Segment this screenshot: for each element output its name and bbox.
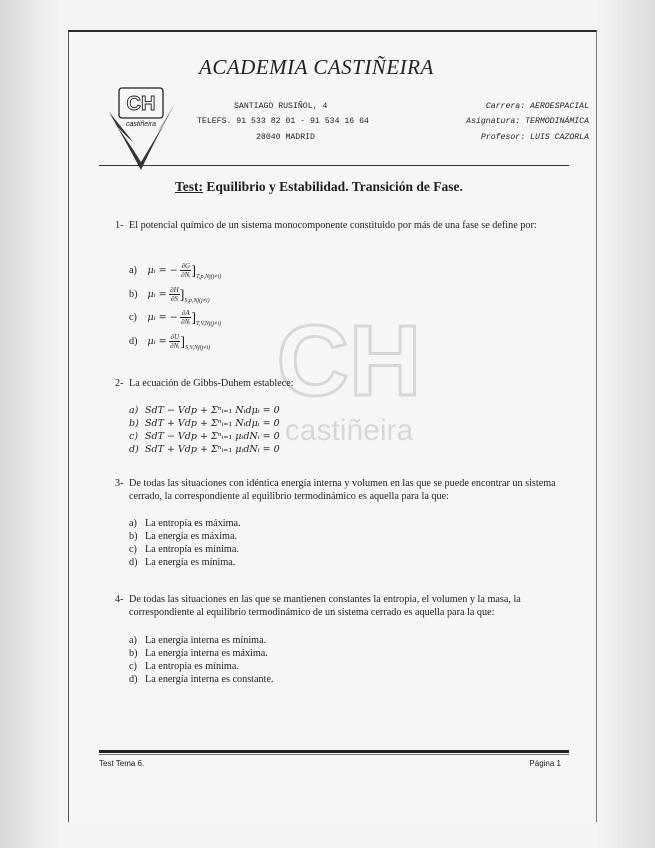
- question-1: [115, 220, 563, 233]
- option-fraction: $\frac{\partial U}{\text{∂Nᵢ}}$: [170, 333, 180, 350]
- q3-option-b: [129, 531, 237, 542]
- test-title: [175, 179, 463, 195]
- question-number: 2-: [115, 378, 124, 389]
- professor-label: Profesor: LUIS CAZORLA: [480, 133, 589, 142]
- option-letter: a): [129, 518, 137, 529]
- option-fraction: $\frac{\partial G}{\text{∂Nᵢ}}$: [181, 262, 191, 279]
- option-expression: SdT + Vdp + Σⁿᵢ₌₁ Nᵢdμᵢ = 0: [145, 418, 280, 429]
- address-city: 28040 MADRID: [256, 133, 315, 142]
- logo-letters: CH: [126, 93, 156, 115]
- header-divider: [99, 165, 569, 166]
- q4-option-d: [129, 674, 274, 685]
- footer-divider-thin: [99, 754, 569, 755]
- academy-logo: [107, 82, 185, 174]
- question-number: 3-: [115, 478, 124, 489]
- option-text: La energía interna es mínima.: [145, 635, 267, 646]
- option-expression: SdT − Vdp + Σⁿᵢ₌₁ Nᵢdμᵢ = 0: [145, 405, 280, 416]
- option-letter: c): [129, 661, 137, 672]
- career-label: Carrera: AEROESPACIAL: [485, 102, 589, 111]
- option-subscript: S,V,Nj(j≠i): [185, 344, 211, 351]
- q2-option-b: [129, 418, 280, 429]
- q4-option-a: [129, 635, 266, 646]
- footer-test-name: Test Tema 6.: [99, 759, 145, 768]
- footer-divider: [99, 750, 569, 753]
- logo-subtitle: castiñeira: [126, 121, 156, 128]
- test-title-prefix: Test:: [175, 179, 204, 194]
- option-letter: a): [129, 264, 137, 276]
- question-text: La ecuación de Gibbs-Duhem establece:: [129, 378, 294, 389]
- question-number: 1-: [115, 220, 124, 231]
- q2-option-c: [129, 431, 280, 442]
- option-expression: SdT − Vdp + Σⁿᵢ₌₁ μᵢdNᵢ = 0: [145, 431, 280, 442]
- option-letter: a): [129, 405, 139, 416]
- option-letter: d): [129, 674, 138, 685]
- question-4: [115, 594, 563, 619]
- q4-option-b: [129, 648, 268, 659]
- q4-option-c: [129, 661, 239, 672]
- option-letter: b): [129, 648, 138, 659]
- option-lhs: μᵢ = −: [147, 264, 178, 276]
- watermark-letters: CH: [276, 305, 422, 417]
- option-lhs: μᵢ = −: [147, 311, 178, 323]
- question-text: El potencial químico de un sistema monocomponente constituido por más de una fase se define por:: [129, 220, 537, 231]
- option-letter: c): [129, 311, 137, 323]
- question-text: De todas las situaciones en las que se mantienen constantes la entropía, el volumen y la masa, la correspondiente al equilibrio termodinámico de un sistema cerrado es aquella para la que:: [129, 594, 521, 618]
- option-text: La energía interna es constante.: [145, 674, 274, 685]
- question-text: De todas las situaciones con idéntica energía interna y volumen en las que se puede encontrar un sistema cerrado, la correspondiente al equilibrio termodinámico es aquella para la que:: [129, 478, 556, 502]
- q2-option-a: [129, 405, 280, 416]
- option-letter: b): [129, 531, 138, 542]
- option-letter: c): [129, 431, 139, 442]
- address-phones: TELEFS. 91 533 82 01 - 91 534 16 64: [197, 117, 369, 126]
- option-text: La energía es mínima.: [145, 557, 236, 568]
- academy-name: ACADEMIA CASTIÑEIRA: [199, 55, 434, 79]
- q3-option-c: [129, 544, 239, 555]
- question-3: [115, 478, 563, 503]
- test-title-text: Equilibrio y Estabilidad. Transición de Fase.: [203, 179, 463, 194]
- option-letter: b): [129, 288, 138, 300]
- option-subscript: T,p,Nj(j≠i): [196, 273, 222, 280]
- option-text: La entropía es mínima.: [145, 661, 239, 672]
- option-text: La energía interna es máxima.: [145, 648, 268, 659]
- subject-label: Asignatura: TERMODINÁMICA: [466, 117, 589, 126]
- option-letter: d): [129, 557, 138, 568]
- q1-option-b: b) μᵢ = $\frac{\partial H}{\partial S}$ ]$_{S,p,Nj(j\ne i)}$: [129, 286, 210, 304]
- q3-option-d: [129, 557, 235, 568]
- q1-option-c: c) μᵢ = − $\frac{\partial A}{\text{∂Nᵢ}}$ ]$_{T,V,Nj(j\ne i)}$: [129, 309, 222, 327]
- footer-page-number: Página 1: [529, 759, 561, 768]
- option-letter: c): [129, 544, 137, 555]
- q1-option-d: d) μᵢ = $\frac{\partial U}{\text{∂Nᵢ}}$ ]$_{S,V,Nj(j\ne i)}$: [129, 333, 211, 351]
- option-text: La entropía es mínima.: [145, 544, 239, 555]
- option-fraction: $\frac{\partial A}{\text{∂Nᵢ}}$: [181, 309, 191, 326]
- option-letter: d): [129, 444, 139, 455]
- question-number: 4-: [115, 594, 124, 605]
- option-subscript: T,V,Nj(j≠i): [196, 320, 222, 327]
- option-subscript: S,p,Nj(j≠i): [184, 297, 210, 304]
- option-letter: d): [129, 335, 138, 347]
- option-fraction: $\frac{\partial H}{\partial S}$: [170, 286, 179, 303]
- q3-option-a: [129, 518, 241, 529]
- q2-option-d: [129, 444, 280, 455]
- question-2: [115, 378, 563, 391]
- document-page: [68, 30, 597, 822]
- q1-option-a: a) μᵢ = − $\frac{\partial G}{\text{∂Nᵢ}}$ ]$_{T,p,Nj(j\ne i)}$: [129, 262, 222, 280]
- address-street: SANTIAGO RUSIÑOL, 4: [234, 102, 328, 111]
- option-text: La energía es máxima.: [145, 531, 238, 542]
- option-expression: SdT + Vdp + Σⁿᵢ₌₁ μᵢdNᵢ = 0: [145, 444, 280, 455]
- option-lhs: μᵢ =: [147, 335, 167, 347]
- option-text: La entropía es máxima.: [145, 518, 241, 529]
- option-letter: a): [129, 635, 137, 646]
- watermark-subtitle: castiñeira: [284, 414, 414, 447]
- option-lhs: μᵢ =: [147, 288, 167, 300]
- option-letter: b): [129, 418, 139, 429]
